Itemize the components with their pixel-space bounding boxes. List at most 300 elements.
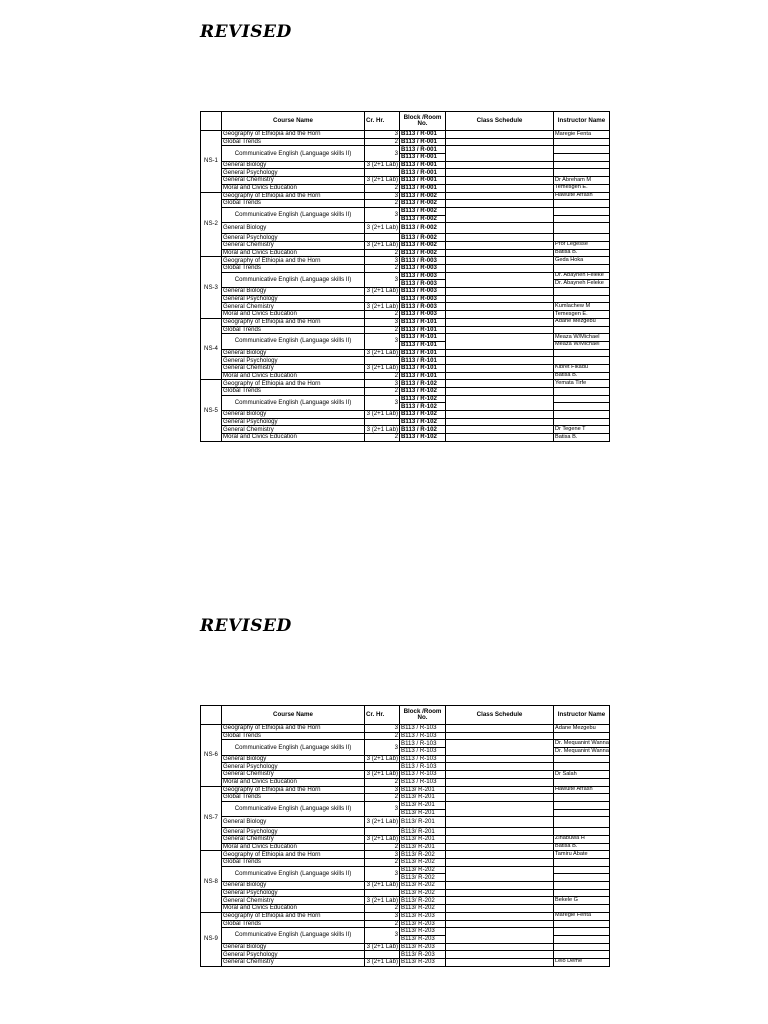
table-row xyxy=(201,786,610,794)
table-row xyxy=(201,357,610,365)
room-number: B113/ R-203 xyxy=(400,958,446,966)
instructor-name xyxy=(554,866,610,874)
credit-hour xyxy=(365,828,400,836)
class-schedule xyxy=(446,905,554,913)
table-row xyxy=(201,434,610,442)
credit-hour: 2 xyxy=(365,859,400,867)
course-name: Geography of Ethiopia and the Horn xyxy=(222,912,365,920)
course-name: Global Trends xyxy=(222,920,365,928)
table-row xyxy=(201,223,610,234)
class-schedule xyxy=(446,426,554,434)
course-name: Geography of Ethiopia and the Horn xyxy=(222,257,365,265)
course-name: Global Trends xyxy=(222,265,365,273)
course-name: General Psychology xyxy=(222,951,365,959)
instructor-name xyxy=(554,357,610,365)
room-number: B113 / R-103 xyxy=(400,748,446,756)
credit-hour: 3 xyxy=(365,207,400,222)
room-number: B113 / R-002 xyxy=(400,200,446,208)
instructor-name xyxy=(554,801,610,809)
course-name: General Chemistry xyxy=(222,303,365,311)
instructor-name xyxy=(554,223,610,234)
credit-hour: 2 xyxy=(365,372,400,380)
room-number: B113 / R-101 xyxy=(400,357,446,365)
table-row xyxy=(201,794,610,802)
instructor-name: Dr. Mequanint Wanna xyxy=(555,739,609,746)
course-name: General Psychology xyxy=(222,418,365,426)
instructor-name xyxy=(554,207,610,215)
instructor-name xyxy=(554,778,610,786)
credit-hour: 3 (2+1 Lab) xyxy=(365,817,400,828)
section-label: NS-2 xyxy=(201,192,222,257)
instructor-name: Meaza W/Michael xyxy=(554,341,610,349)
table-header-row xyxy=(201,706,610,725)
room-number: B113/ R-201 xyxy=(400,801,446,809)
credit-hour: 3 xyxy=(365,395,400,410)
table-row xyxy=(201,395,610,403)
class-schedule xyxy=(446,866,554,881)
section-label: NS-1 xyxy=(201,131,222,193)
course-name: General Chemistry xyxy=(222,364,365,372)
class-schedule xyxy=(446,912,554,920)
instructor-name: Batisa B. xyxy=(554,843,610,851)
table-row xyxy=(201,249,610,257)
instructor-name xyxy=(554,732,610,740)
credit-hour: 3 xyxy=(365,146,400,161)
room-number: B113/ R-202 xyxy=(400,897,446,905)
credit-hour: 3 xyxy=(365,318,400,326)
instructor-name xyxy=(554,889,610,897)
class-schedule xyxy=(446,146,554,161)
instructor-name xyxy=(554,154,610,162)
instructor-name xyxy=(554,951,610,959)
instructor-name: Hawulte Afrash xyxy=(554,192,610,200)
room-number: B113 / R-003 xyxy=(400,265,446,273)
course-name: Global Trends xyxy=(222,732,365,740)
room-number: B113 / R-002 xyxy=(400,207,446,215)
course-name: General Psychology xyxy=(222,169,365,177)
class-schedule xyxy=(446,257,554,265)
room-number: B113 / R-101 xyxy=(400,349,446,357)
room-number: B113 / R-101 xyxy=(400,334,446,342)
class-schedule xyxy=(446,169,554,177)
credit-hour: 2 xyxy=(365,200,400,208)
room-number: B113 / R-001 xyxy=(400,146,446,154)
room-number: B113 / R-102 xyxy=(400,403,446,411)
credit-hour-header: Cr. Hr. xyxy=(365,706,400,725)
course-name: Communicative English (Language skills II) xyxy=(222,801,365,816)
table-row xyxy=(201,272,610,280)
course-name: Communicative English (Language skills II) xyxy=(222,395,365,410)
table-row xyxy=(201,859,610,867)
credit-hour xyxy=(365,169,400,177)
credit-hour: 3 xyxy=(365,272,400,287)
class-schedule xyxy=(446,161,554,169)
instructor-name: Dr Abreham M xyxy=(554,177,610,185)
class-schedule xyxy=(446,763,554,771)
table-row xyxy=(201,372,610,380)
section-label: NS-8 xyxy=(201,851,222,913)
credit-hour: 3 (2+1 Lab) xyxy=(365,241,400,249)
class-schedule xyxy=(446,372,554,380)
room-number: B113 / R-003 xyxy=(400,272,446,280)
course-name: Global Trends xyxy=(222,388,365,396)
course-name: General Psychology xyxy=(222,295,365,303)
class-schedule xyxy=(446,786,554,794)
instructor-name: Batisa B. xyxy=(554,434,610,442)
class-schedule xyxy=(446,889,554,897)
credit-hour: 3 xyxy=(365,740,400,755)
room-number: B113 / R-102 xyxy=(400,380,446,388)
table-row xyxy=(201,801,610,809)
credit-hour: 3 xyxy=(365,912,400,920)
room-number: B113 / R-103 xyxy=(400,725,446,733)
class-schedule xyxy=(446,364,554,372)
credit-hour: 3 xyxy=(365,801,400,816)
credit-hour: 2 xyxy=(365,138,400,146)
course-name: General Chemistry xyxy=(222,177,365,185)
room-number: B113 / R-101 xyxy=(400,318,446,326)
course-name: General Biology xyxy=(222,817,365,828)
course-name: Global Trends xyxy=(222,859,365,867)
credit-hour: 3 xyxy=(365,334,400,349)
room-number: B113 / R-003 xyxy=(400,257,446,265)
course-name: General Psychology xyxy=(222,889,365,897)
class-schedule xyxy=(446,920,554,928)
room-number: B113/ R-202 xyxy=(400,874,446,882)
credit-hour: 3 (2+1 Lab) xyxy=(365,897,400,905)
instructor-name xyxy=(554,763,610,771)
instructor-name: Adane Mezgebu xyxy=(554,725,610,733)
class-schedule xyxy=(446,411,554,419)
credit-hour: 3 xyxy=(365,131,400,139)
table-row xyxy=(201,326,610,334)
course-name: Geography of Ethiopia and the Horn xyxy=(222,380,365,388)
table-row xyxy=(201,380,610,388)
credit-hour: 3 (2+1 Lab) xyxy=(365,161,400,169)
credit-hour: 2 xyxy=(365,434,400,442)
course-name: Moral and Civics Education xyxy=(222,249,365,257)
class-schedule xyxy=(446,958,554,966)
course-name: Communicative English (Language skills II) xyxy=(222,334,365,349)
class-schedule xyxy=(446,835,554,843)
course-name-header: Course Name xyxy=(222,706,365,725)
table-row xyxy=(201,905,610,913)
section-header xyxy=(201,706,222,725)
table-row xyxy=(201,207,610,215)
room-number: B113 / R-002 xyxy=(400,249,446,257)
class-schedule xyxy=(446,388,554,396)
class-schedule xyxy=(446,184,554,192)
class-schedule xyxy=(446,192,554,200)
room-number: B113 / R-002 xyxy=(400,234,446,242)
instructor-name xyxy=(554,161,610,169)
room-header: Block /Room No. xyxy=(400,706,446,725)
section-label: NS-3 xyxy=(201,257,222,319)
schedule-table xyxy=(200,705,610,967)
class-schedule xyxy=(446,241,554,249)
class-schedule xyxy=(446,349,554,357)
instructor-name: Batisa B. xyxy=(554,372,610,380)
class-schedule xyxy=(446,334,554,349)
course-name: Geography of Ethiopia and the Horn xyxy=(222,192,365,200)
instructor-header: Instructor Name xyxy=(554,706,610,725)
table-row xyxy=(201,725,610,733)
credit-hour xyxy=(365,418,400,426)
table-row xyxy=(201,418,610,426)
revised-heading: REVISED xyxy=(200,616,292,636)
instructor-name: Kumlachew M xyxy=(554,303,610,311)
credit-hour xyxy=(365,234,400,242)
course-name: Geography of Ethiopia and the Horn xyxy=(222,131,365,139)
credit-hour: 2 xyxy=(365,311,400,319)
course-name: Global Trends xyxy=(222,326,365,334)
table-row xyxy=(201,763,610,771)
table-row xyxy=(201,146,610,154)
credit-hour: 2 xyxy=(365,905,400,913)
table-row xyxy=(201,897,610,905)
credit-hour: 2 xyxy=(365,249,400,257)
class-schedule xyxy=(446,928,554,943)
revised-heading: REVISED xyxy=(200,22,292,42)
table-row xyxy=(201,265,610,273)
room-number: B113/ R-201 xyxy=(400,828,446,836)
course-name: Geography of Ethiopia and the Horn xyxy=(222,725,365,733)
room-number: B113/ R-201 xyxy=(400,786,446,794)
room-number: B113 / R-101 xyxy=(400,326,446,334)
room-number: B113/ R-201 xyxy=(400,835,446,843)
course-name: Moral and Civics Education xyxy=(222,311,365,319)
credit-hour xyxy=(365,295,400,303)
class-schedule-header: Class Schedule xyxy=(446,706,554,725)
table-row xyxy=(201,928,610,936)
instructor-name xyxy=(554,265,610,273)
section-label: NS-6 xyxy=(201,725,222,787)
class-schedule xyxy=(446,326,554,334)
credit-hour: 2 xyxy=(365,920,400,928)
section-label: NS-7 xyxy=(201,786,222,851)
course-name: Geography of Ethiopia and the Horn xyxy=(222,318,365,326)
class-schedule xyxy=(446,234,554,242)
course-name: Moral and Civics Education xyxy=(222,372,365,380)
instructor-header: Instructor Name xyxy=(554,112,610,131)
class-schedule xyxy=(446,318,554,326)
credit-hour: 3 (2+1 Lab) xyxy=(365,882,400,890)
course-name: General Chemistry xyxy=(222,897,365,905)
instructor-name xyxy=(554,418,610,426)
room-number: B113 / R-001 xyxy=(400,131,446,139)
table-row xyxy=(201,958,610,966)
credit-hour: 3 (2+1 Lab) xyxy=(365,349,400,357)
credit-hour: 2 xyxy=(365,265,400,273)
table-row xyxy=(201,912,610,920)
instructor-name xyxy=(554,905,610,913)
table-row xyxy=(201,843,610,851)
course-name: General Chemistry xyxy=(222,426,365,434)
room-number: B113 / R-001 xyxy=(400,177,446,185)
credit-hour: 3 xyxy=(365,866,400,881)
table-row xyxy=(201,131,610,139)
class-schedule xyxy=(446,265,554,273)
instructor-name xyxy=(554,411,610,419)
credit-hour: 2 xyxy=(365,732,400,740)
course-name: Global Trends xyxy=(222,200,365,208)
credit-hour: 3 (2+1 Lab) xyxy=(365,411,400,419)
table-row xyxy=(201,851,610,859)
credit-hour: 3 (2+1 Lab) xyxy=(365,943,400,951)
instructor-name xyxy=(554,146,610,154)
table-row xyxy=(201,184,610,192)
course-name: Moral and Civics Education xyxy=(222,184,365,192)
class-schedule xyxy=(446,859,554,867)
credit-hour: 2 xyxy=(365,794,400,802)
instructor-name xyxy=(554,928,610,936)
course-name: Communicative English (Language skills II) xyxy=(222,740,365,755)
table-row xyxy=(201,161,610,169)
instructor-name: Maregie Fenta xyxy=(554,912,610,920)
table-row xyxy=(201,889,610,897)
table-row xyxy=(201,755,610,763)
instructor-name xyxy=(554,288,610,296)
room-number: B113 / R-103 xyxy=(400,732,446,740)
table-row xyxy=(201,177,610,185)
table-row xyxy=(201,364,610,372)
class-schedule xyxy=(446,882,554,890)
room-number: B113/ R-203 xyxy=(400,951,446,959)
course-name: General Biology xyxy=(222,411,365,419)
credit-hour: 3 xyxy=(365,380,400,388)
credit-hour: 3 (2+1 Lab) xyxy=(365,364,400,372)
credit-hour: 3 (2+1 Lab) xyxy=(365,771,400,779)
class-schedule xyxy=(446,778,554,786)
credit-hour: 3 xyxy=(365,786,400,794)
room-number: B113 / R-002 xyxy=(400,241,446,249)
room-number: B113/ R-203 xyxy=(400,928,446,936)
course-name: Communicative English (Language skills II) xyxy=(222,207,365,222)
instructor-name xyxy=(554,755,610,763)
class-schedule xyxy=(446,794,554,802)
room-number: B113 / R-003 xyxy=(400,280,446,288)
instructor-name xyxy=(554,794,610,802)
course-name: Communicative English (Language skills II) xyxy=(222,146,365,161)
room-number: B113/ R-202 xyxy=(400,859,446,867)
class-schedule-header: Class Schedule xyxy=(446,112,554,131)
room-number: B113 / R-001 xyxy=(400,161,446,169)
table-row xyxy=(201,920,610,928)
instructor-name xyxy=(554,882,610,890)
instructor-name xyxy=(554,828,610,836)
class-schedule xyxy=(446,138,554,146)
table-row xyxy=(201,835,610,843)
course-name: General Psychology xyxy=(222,357,365,365)
credit-hour: 3 (2+1 Lab) xyxy=(365,223,400,234)
credit-hour: 2 xyxy=(365,778,400,786)
course-name: Geography of Ethiopia and the Horn xyxy=(222,851,365,859)
table-row xyxy=(201,778,610,786)
instructor-name xyxy=(554,920,610,928)
course-name: General Biology xyxy=(222,223,365,234)
table-row xyxy=(201,828,610,836)
course-name: General Psychology xyxy=(222,234,365,242)
course-name: Communicative English (Language skills II) xyxy=(222,866,365,881)
class-schedule xyxy=(446,843,554,851)
credit-hour xyxy=(365,951,400,959)
course-name: General Biology xyxy=(222,943,365,951)
class-schedule xyxy=(446,223,554,234)
room-number: B113 / R-102 xyxy=(400,434,446,442)
instructor-name xyxy=(554,859,610,867)
room-number: B113 / R-001 xyxy=(400,138,446,146)
class-schedule xyxy=(446,801,554,816)
class-schedule xyxy=(446,295,554,303)
room-number: B113/ R-203 xyxy=(400,943,446,951)
credit-hour: 3 xyxy=(365,192,400,200)
class-schedule xyxy=(446,725,554,733)
credit-hour: 3 (2+1 Lab) xyxy=(365,177,400,185)
instructor-name xyxy=(554,943,610,951)
room-number: B113 / R-101 xyxy=(400,372,446,380)
class-schedule xyxy=(446,131,554,139)
class-schedule xyxy=(446,200,554,208)
table-row xyxy=(201,426,610,434)
credit-hour xyxy=(365,357,400,365)
room-number: B113/ R-202 xyxy=(400,866,446,874)
table-row xyxy=(201,943,610,951)
instructor-name: Temesgen E. xyxy=(554,184,610,192)
class-schedule xyxy=(446,380,554,388)
room-number: B113/ R-203 xyxy=(400,920,446,928)
instructor-name: Lelo Deme xyxy=(554,958,610,966)
table-row xyxy=(201,241,610,249)
credit-hour: 2 xyxy=(365,184,400,192)
course-name: General Psychology xyxy=(222,828,365,836)
instructor-name: Hawulte Afrash xyxy=(554,786,610,794)
instructor-name: Kibret Fikadu xyxy=(554,364,610,372)
class-schedule xyxy=(446,357,554,365)
room-number: B113 / R-101 xyxy=(400,364,446,372)
table-row xyxy=(201,388,610,396)
credit-hour: 3 xyxy=(365,851,400,859)
instructor-name: Bekele G xyxy=(554,897,610,905)
course-name: Geography of Ethiopia and the Horn xyxy=(222,786,365,794)
room-number: B113/ R-202 xyxy=(400,851,446,859)
room-number: B113/ R-203 xyxy=(400,912,446,920)
room-number: B113 / R-103 xyxy=(400,763,446,771)
class-schedule xyxy=(446,395,554,410)
instructor-name xyxy=(554,809,610,817)
room-number: B113 / R-003 xyxy=(400,288,446,296)
instructor-name: Temesgen E. xyxy=(554,311,610,319)
instructor-name: Prof Legesse xyxy=(554,241,610,249)
class-schedule xyxy=(446,177,554,185)
table-row xyxy=(201,295,610,303)
class-schedule xyxy=(446,755,554,763)
class-schedule xyxy=(446,288,554,296)
table-row xyxy=(201,169,610,177)
table-row xyxy=(201,732,610,740)
instructor-name xyxy=(554,817,610,828)
section-label: NS-9 xyxy=(201,912,222,966)
table-row xyxy=(201,334,610,342)
room-number: B113 / R-001 xyxy=(400,154,446,162)
room-header: Block /Room No. xyxy=(400,112,446,131)
class-schedule xyxy=(446,732,554,740)
room-number: B113 / R-103 xyxy=(400,755,446,763)
course-name: General Biology xyxy=(222,349,365,357)
room-number: B113 / R-002 xyxy=(400,223,446,234)
room-number: B113 / R-001 xyxy=(400,184,446,192)
credit-hour: 3 xyxy=(365,928,400,943)
room-number: B113 / R-003 xyxy=(400,303,446,311)
